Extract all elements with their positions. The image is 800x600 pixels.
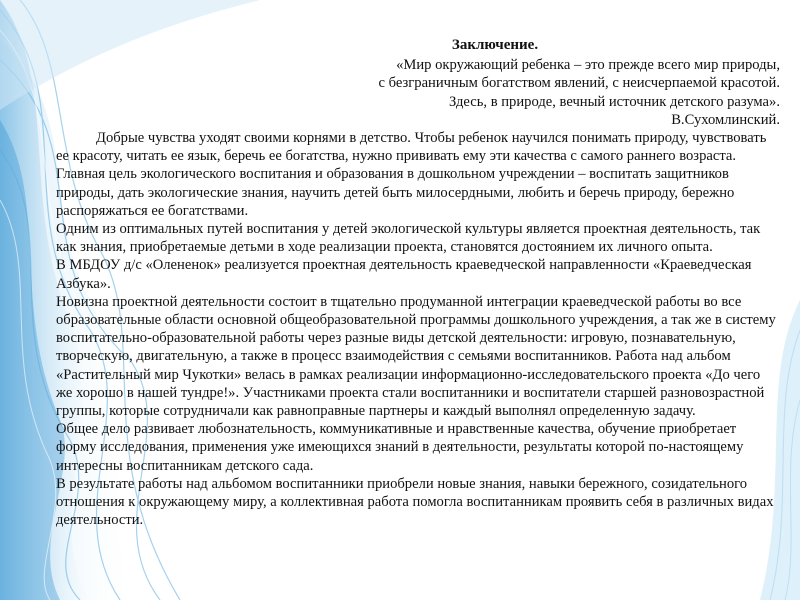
epigraph-line: с безграничным богатством явлений, с неисчерпаемой красотой.: [378, 75, 780, 92]
paragraph: В результате работы над альбомом воспитанники приобрели новые знания, навыки бережного, созидательного отношения к окружающему миру, а коллективная работа помогла воспитанникам проявить себя в различных видах деятельности.: [56, 475, 774, 529]
paragraph: Одним из оптимальных путей воспитания у детей экологической культуры является проектная деятельность, так как знания, приобретаемые детьми в ходе реализации проекта, становятся достоянием их личного опыта.: [56, 221, 761, 256]
slide-content: [56, 36, 780, 529]
epigraph-author: В.Сухомлинский.: [671, 111, 780, 128]
paragraph: Общее дело развивает любознательность, коммуникативные и нравственные качества, обучение приобретает форму исследования, применения уже имеющихся знаний в деятельности, результаты которой по-настоящему интересны воспитанникам детского сада.: [56, 421, 744, 474]
paragraph: Добрые чувства уходят своими корнями в детство. Чтобы ребенок научился понимать природу, чувствовать ее красоту, читать ее язык, беречь ее богатства, нужно прививать ему эти качества с самого раннего возраста.: [56, 130, 767, 165]
paragraph: В МБДОУ д/с «Олененок» реализуется проектная деятельность краеведческой направленности «Краеведческая Азбука».: [56, 257, 752, 292]
epigraph-line: Здесь, в природе, вечный источник детского разума».: [449, 93, 780, 110]
paragraph: Главная цель экологического воспитания и образования в дошкольном учреждении – воспитать защитников природы, дать экологические знания, научить детей быть милосердными, любить и беречь природу, бережно распоряжаться ее богатствами.: [56, 166, 735, 219]
slide-title: Заключение.: [451, 37, 539, 53]
paragraph: Новизна проектной деятельности состоит в тщательно продуманной интеграции краеведческой работы во все образовательные области основной общеобразовательной программы дошкольного учреждения, а так же в систему воспитательно-образовательной работы через разные виды детской деятельности: игровую, познавательную, творческую, двигательную, а также в процесс взаимодействия с семьями воспитанников. Работа над альбом «Растительный мир Чукотки» велась в рамках реализации информационно-исследовательского проекта «До чего же хорошо в нашей тундре!». Участниками проекта стали воспитанники и воспитатели старшей разновозрастной группы, которые сотрудничали как равноправные партнеры и каждый выполнял определенную задачу.: [56, 293, 776, 420]
epigraph: [56, 56, 780, 129]
body-text: [56, 129, 780, 529]
epigraph-line: «Мир окружающий ребенка – это прежде всего мир природы,: [396, 57, 780, 74]
